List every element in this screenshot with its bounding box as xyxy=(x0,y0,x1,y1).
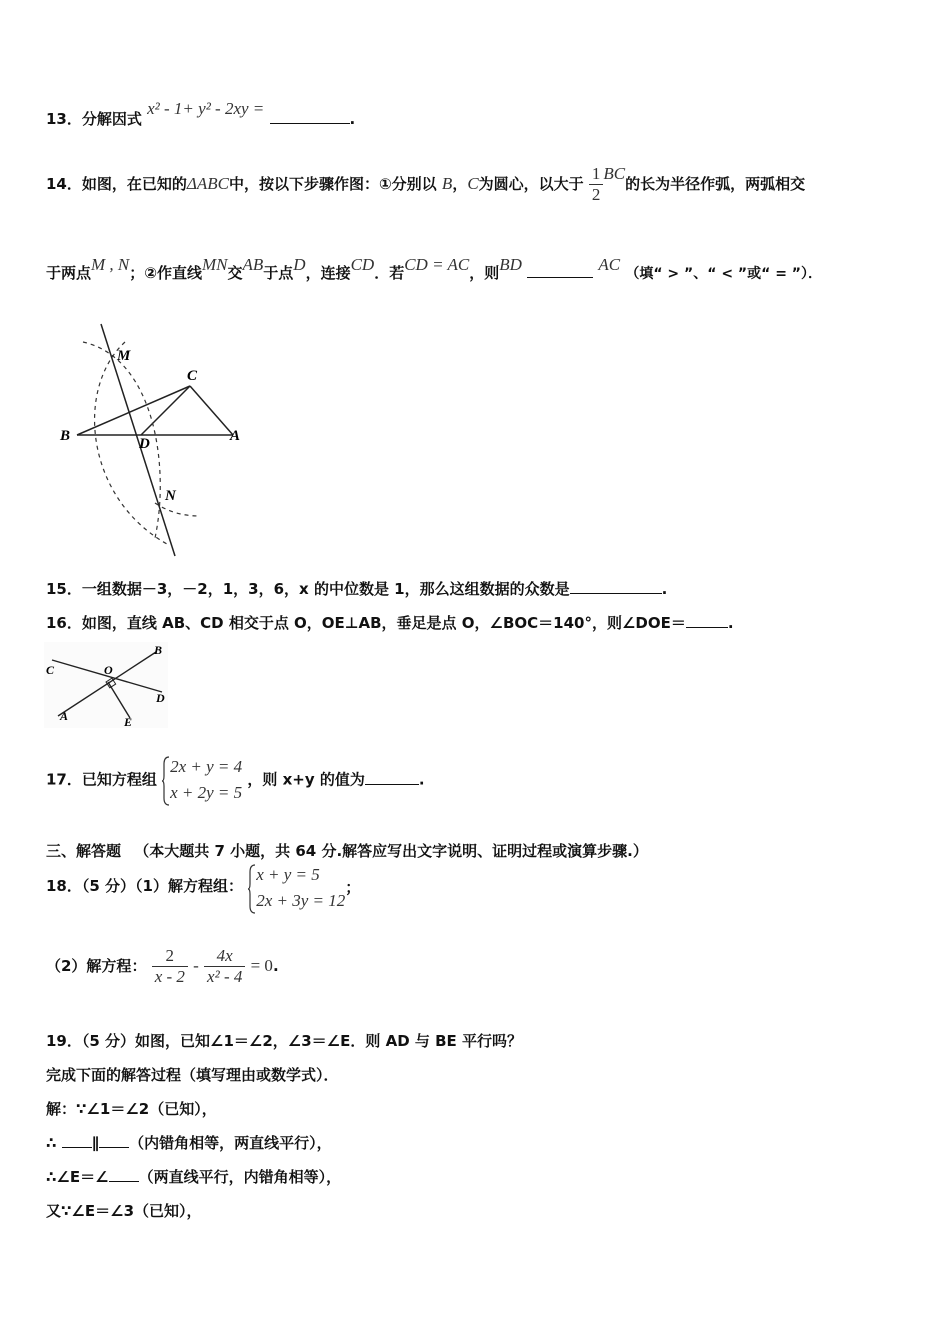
q13-number: 13． xyxy=(46,110,82,128)
q19-line-2: 完成下面的解答过程（填写理由或数学式）． xyxy=(46,1066,339,1084)
q14-text-4: 的长为半径作弧，两弧相交 xyxy=(625,175,806,193)
q17-text-post: ，则 x+y 的值为 xyxy=(247,770,365,789)
q14-point-d: D xyxy=(293,255,306,274)
q14-text-8: 于点 xyxy=(263,264,294,282)
q19-reason-1: （内错角相等，两直线平行）， xyxy=(129,1134,332,1152)
brace-icon xyxy=(248,864,256,914)
q18-fraction-2: $\frac{4x}{\text{x² - 4}}$ xyxy=(204,946,245,987)
label-b: B xyxy=(60,428,71,444)
q19-reason-2: （两直线平行，内错角相等）， xyxy=(138,1168,342,1186)
section-3-note: （本大题共 7 小题，共 64 分.解答应写出文字说明、证明过程或演算步骤.） xyxy=(134,842,648,860)
q14-text-12: （填“ > ”、“ < ”或“ = ”）． xyxy=(625,266,823,282)
question-18-part-2 xyxy=(46,946,279,987)
q18-dot: . xyxy=(272,957,279,975)
q19-blank-2 xyxy=(99,1133,129,1148)
q14-point-c: C xyxy=(467,174,479,193)
q18-semicolon: ； xyxy=(345,878,361,897)
question-15 xyxy=(46,578,667,599)
q16-text: 16．如图，直线 AB、CD 相交于点 O，OE⊥AB，垂足是点 O，∠BOC＝140°，则∠DOE＝ xyxy=(46,614,686,632)
q18-equation-1: x + y = 5 xyxy=(256,865,320,884)
q18-fraction-1: $\frac{2}{x - 2}$ xyxy=(152,946,188,987)
q14-triangle: ΔABC xyxy=(186,174,229,193)
label-c: C xyxy=(46,663,55,677)
q14-text-2: 中，按以下步骤作图：①分别以 xyxy=(228,175,437,193)
q15-text: 15．一组数据－3，－2，1，3，6，x 的中位数是 1，那么这组数据的众数是 xyxy=(46,580,570,598)
q18-equation-system xyxy=(248,862,345,914)
label-n: N xyxy=(165,488,176,504)
label-o: O xyxy=(104,663,113,677)
q16-end: . xyxy=(727,614,734,632)
label-b: B xyxy=(154,643,163,657)
q14-text-3: 为圆心，以大于 xyxy=(478,175,584,193)
q14-half-fraction: $\frac{1}{2}$ xyxy=(589,164,604,205)
q19-therefore: ∴ xyxy=(46,1134,57,1152)
q18-equals-zero: = 0 xyxy=(250,956,273,975)
q14-text-9: ，连接 xyxy=(305,264,351,282)
question-17 xyxy=(46,754,425,806)
q19-line-4 xyxy=(46,1132,332,1153)
q13-answer-blank xyxy=(270,109,350,124)
label-a: A xyxy=(230,428,241,444)
q14-text-10: ．若 xyxy=(374,264,405,282)
q19-blank-1 xyxy=(62,1133,92,1148)
section-3-title: 三、解答题 xyxy=(46,842,122,860)
q14-cd: CD xyxy=(350,255,375,274)
q17-answer-blank xyxy=(365,770,419,785)
q16-figure xyxy=(44,642,168,728)
q18-text-pre: 18．（5 分）（1）解方程组： xyxy=(46,876,243,895)
section-3-header xyxy=(46,840,648,861)
label-m: M xyxy=(117,348,131,364)
q19-line-6: 又∵∠E＝∠3（已知）， xyxy=(46,1202,202,1220)
q19-line-3: 解：∵∠1＝∠2（已知）， xyxy=(46,1100,217,1118)
label-d: D xyxy=(156,691,165,705)
q19-angle-e: ∴∠E＝∠ xyxy=(46,1168,109,1186)
q17-text-pre: 17．已知方程组 xyxy=(46,770,157,789)
q14-number: 14． xyxy=(46,175,82,193)
q14-cd-eq-ac: CD = AC xyxy=(404,255,470,274)
q18-minus: - xyxy=(193,956,199,975)
q14-ac: AC xyxy=(598,255,621,274)
q14-text-11: ，则 xyxy=(469,264,500,282)
question-13 xyxy=(46,99,356,129)
q14-bd: BD xyxy=(499,255,522,274)
q17-equation-system xyxy=(162,754,242,806)
q14-line-mn: MN xyxy=(201,255,228,274)
line-mn xyxy=(101,324,175,556)
q17-end: . xyxy=(418,770,425,789)
q17-equation-1: 2x + y = 4 xyxy=(170,757,243,776)
q18-part-2-label: （2）解方程： xyxy=(46,957,147,975)
q13-label: 分解因式 xyxy=(81,110,142,128)
q14-text-6: ；②作直线 xyxy=(129,264,202,282)
q14-comma: ， xyxy=(452,175,468,193)
q19-parallel: ∥ xyxy=(91,1134,100,1152)
q19-line-1: 19．（5 分）如图，已知∠1＝∠2，∠3＝∠E．则 AD 与 BE 平行吗？ xyxy=(46,1032,523,1050)
q14-figure xyxy=(55,318,241,563)
segment-ca xyxy=(190,386,233,435)
question-14-line-1 xyxy=(46,164,805,205)
q14-answer-blank xyxy=(527,263,593,278)
q14-text-5: 于两点 xyxy=(46,264,92,282)
q15-end: . xyxy=(661,580,668,598)
q14-text-1: 如图，在已知的 xyxy=(81,175,187,193)
q19-blank-3 xyxy=(109,1167,139,1182)
q18-equation-2: 2x + 3y = 12 xyxy=(256,891,346,910)
label-d: D xyxy=(139,436,150,452)
q15-answer-blank xyxy=(570,579,662,594)
q14-text-7: 交 xyxy=(227,264,243,282)
label-a: A xyxy=(60,709,69,723)
brace-icon xyxy=(162,756,170,806)
label-e: E xyxy=(124,715,133,729)
q17-equation-2: x + 2y = 5 xyxy=(170,783,243,802)
question-18-part-1 xyxy=(46,862,360,914)
q14-mn: M , N xyxy=(91,255,130,274)
q13-end: . xyxy=(349,110,356,128)
q14-ab: AB xyxy=(242,255,264,274)
q19-line-5 xyxy=(46,1166,341,1187)
q14-bc: BC xyxy=(603,164,626,183)
label-c: C xyxy=(187,368,198,384)
q16-answer-blank xyxy=(686,613,728,628)
question-16 xyxy=(46,612,734,633)
q13-expression: x² - 1+ y² - 2xy = xyxy=(147,99,265,118)
arc-from-c xyxy=(95,342,167,544)
q14-point-b: B xyxy=(441,174,453,193)
question-14-line-2 xyxy=(46,255,823,283)
